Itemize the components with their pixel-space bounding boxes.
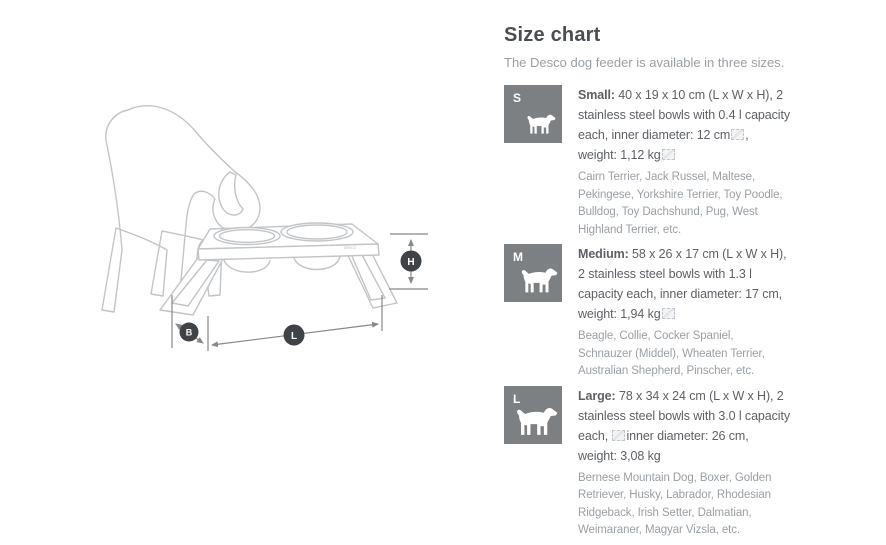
size-description bbox=[578, 386, 790, 466]
size-text bbox=[578, 386, 790, 540]
size-row bbox=[504, 85, 790, 239]
size-description-text: 40 x 19 x 10 cm (L x W x H), 2 stainless steel bowls with 0.4 l capacity each, inner diameter: 12 cm bbox=[578, 88, 790, 142]
width-label: B bbox=[185, 327, 193, 338]
size-breeds: Bernese Mountain Dog, Boxer, Golden Retriever, Husky, Labrador, Rhodesian Ridgeback, Irish Setter, Dalmatian, Weimaraner, Magyar Vizsla, etc. bbox=[578, 471, 772, 536]
size-chart-section bbox=[504, 24, 790, 545]
size-list bbox=[504, 85, 790, 540]
size-tile bbox=[504, 244, 562, 302]
size-row bbox=[504, 244, 790, 381]
size-breeds: Cairn Terrier, Jack Russel, Maltese, Pekingese, Yorkshire Terrier, Toy Poodle, Bulldog, Toy Dachshund, Pug, West Highland Terrier, etc. bbox=[578, 171, 783, 236]
size-name-label: Small: bbox=[578, 88, 615, 102]
broken-image-icon bbox=[731, 129, 744, 140]
size-description-text: 58 x 26 x 17 cm (L x W x H), 2 stainless steel bowls with 1.3 l capacity each, inner diameter: 17 cm, weight: 1,94 kg bbox=[578, 247, 787, 321]
page-title: Size chart bbox=[504, 24, 601, 46]
small-dog-icon bbox=[526, 112, 556, 136]
size-description bbox=[578, 244, 790, 324]
size-name-label: Medium: bbox=[578, 247, 629, 261]
size-text bbox=[578, 85, 790, 239]
size-tile bbox=[504, 85, 562, 143]
size-description-text: 78 x 34 x 24 cm (L x W x H), 2 stainless steel bowls with 3.0 l capacity each, bbox=[578, 388, 790, 443]
size-tile-letter: L bbox=[513, 391, 521, 406]
length-label: L bbox=[290, 331, 298, 342]
size-name-label: Large: bbox=[578, 388, 616, 403]
size-description-text: , weight: 1,12 kg bbox=[578, 128, 749, 162]
broken-image-icon bbox=[662, 308, 675, 319]
large-dog-icon bbox=[515, 404, 558, 439]
size-text bbox=[578, 244, 790, 381]
size-description-text: inner diameter: 26 cm, weight: 3,08 kg bbox=[578, 428, 749, 463]
size-tile-letter: S bbox=[513, 91, 522, 105]
size-description bbox=[578, 85, 790, 165]
height-label: H bbox=[407, 257, 415, 268]
broken-image-icon bbox=[612, 430, 625, 441]
feeder-drawing bbox=[160, 223, 397, 315]
size-row bbox=[504, 386, 790, 540]
size-tile bbox=[504, 386, 562, 444]
broken-image-icon bbox=[662, 149, 675, 160]
bowl-underside-right bbox=[294, 257, 340, 270]
size-breeds: Beagle, Collie, Cocker Spaniel, Schnauzer (Middel), Wheaten Terrier, Australian Shepherd, Pinscher, etc. bbox=[578, 330, 765, 377]
bowl-underside-left bbox=[224, 260, 270, 272]
feeder-brand-label: desco bbox=[344, 245, 357, 250]
size-tile-letter: M bbox=[513, 250, 523, 264]
medium-dog-icon bbox=[520, 265, 558, 296]
page-subtitle: The Desco dog feeder is available in three sizes. bbox=[504, 55, 785, 70]
